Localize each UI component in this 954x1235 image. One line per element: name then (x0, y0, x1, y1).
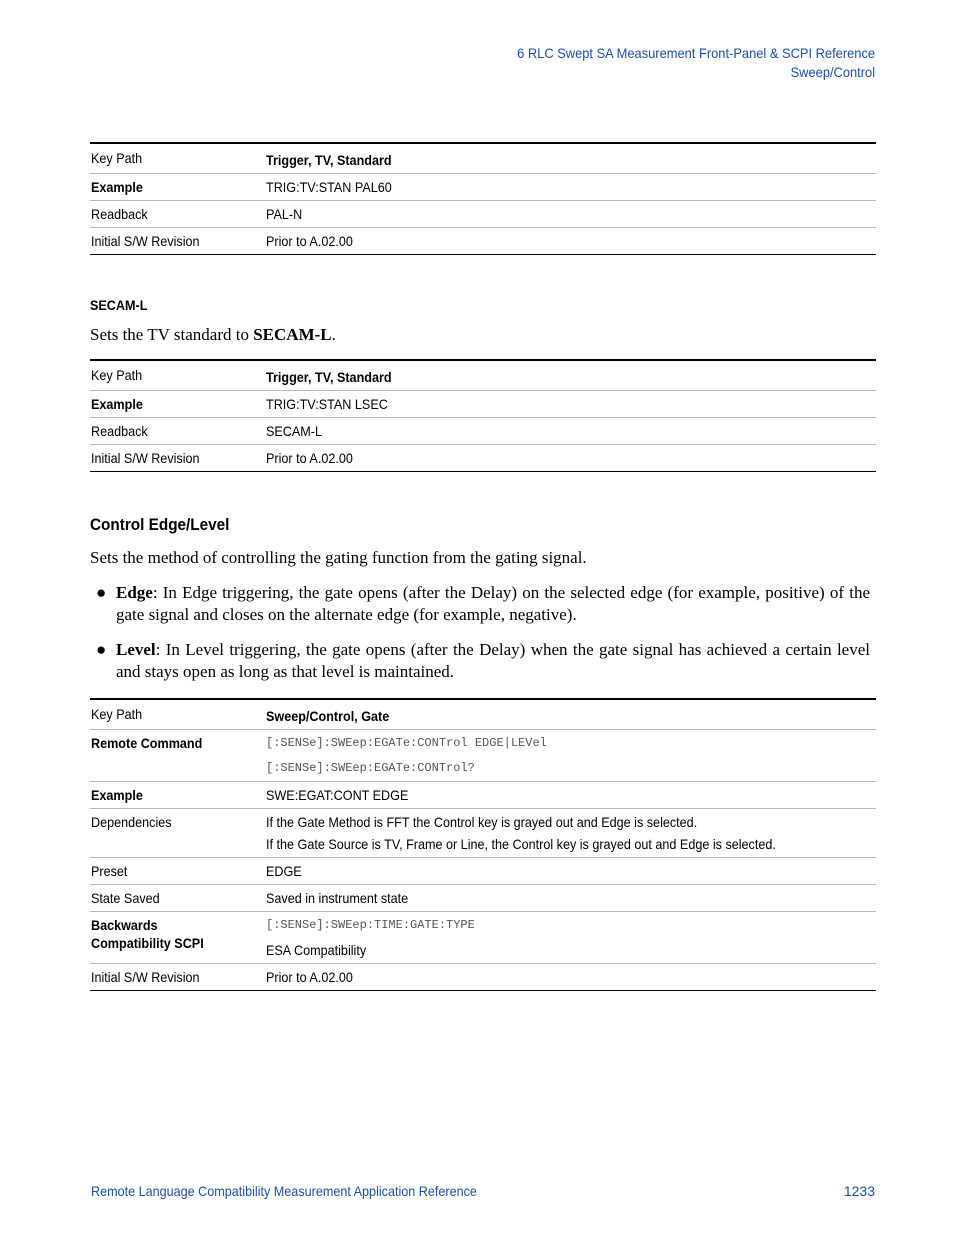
table-row (90, 730, 876, 782)
bullet-icon: ● (96, 583, 107, 602)
dependencies-label: Dependencies (91, 814, 172, 830)
state-saved-label: State Saved (91, 890, 160, 906)
dependency-fft: If the Gate Method is FFT the Control key is grayed out and Edge is selected. (266, 814, 698, 830)
example-label: Example (91, 787, 143, 803)
revision-value: Prior to A.02.00 (266, 969, 353, 985)
table-pal-n (90, 142, 876, 255)
table-row (90, 445, 876, 472)
example-value: TRIG:TV:STAN LSEC (266, 396, 388, 412)
key-path-value: Trigger, TV, Standard (266, 152, 392, 168)
table-row (90, 782, 876, 809)
example-label: Example (91, 396, 143, 412)
preset-value: EDGE (266, 863, 302, 879)
backwards-label: Backwards (91, 917, 158, 933)
key-path-label: Key Path (91, 150, 143, 166)
preset-label: Preset (91, 863, 128, 879)
list-item: ● Level: In Level triggering, the gate opens (after the Delay) when the gate signal has achieved a certain level and stays open as long as that level is maintained. (96, 640, 870, 681)
control-heading: Control Edge/Level (90, 515, 230, 534)
table-row (90, 174, 876, 201)
table-control-edge-level (90, 698, 876, 991)
table-row (90, 912, 876, 964)
control-intro: Sets the method of controlling the gating function from the gating signal. (90, 548, 587, 567)
example-label: Example (91, 179, 143, 195)
backwards-label-cont: Compatibility SCPI (91, 935, 204, 951)
section-title: Sweep/Control (790, 64, 875, 80)
revision-label: Initial S/W Revision (91, 450, 200, 466)
list-item: ● Edge: In Edge triggering, the gate opens (after the Delay) on the selected edge (for example, positive) of the gate signal and closes on the alternate edge (for example, negative). (96, 583, 870, 624)
table-row (90, 699, 876, 730)
table-row (90, 858, 876, 885)
page-footer (91, 1183, 875, 1199)
readback-value: PAL-N (266, 206, 303, 222)
revision-label: Initial S/W Revision (91, 969, 200, 985)
example-value: SWE:EGAT:CONT EDGE (266, 787, 409, 803)
table-row (90, 809, 876, 858)
dependency-source: If the Gate Source is TV, Frame or Line, the Control key is grayed out and Edge is selected. (266, 836, 776, 852)
remote-command-label: Remote Command (91, 735, 203, 751)
key-path-value: Sweep/Control, Gate (266, 708, 390, 724)
revision-value: Prior to A.02.00 (266, 233, 353, 249)
revision-value: Prior to A.02.00 (266, 450, 353, 466)
bullet-icon: ● (96, 640, 107, 659)
table-row (90, 201, 876, 228)
table-row (90, 418, 876, 445)
table-row (90, 885, 876, 912)
remote-command-query: [:SENSe]:SWEep:EGATe:CONTrol? (266, 761, 475, 775)
example-value: TRIG:TV:STAN PAL60 (266, 179, 392, 195)
page-number: 1233 (843, 1183, 875, 1199)
table-row (90, 391, 876, 418)
table-row (90, 360, 876, 391)
revision-label: Initial S/W Revision (91, 233, 200, 249)
remote-command-set: [:SENSe]:SWEep:EGATe:CONTrol EDGE|LEVel (266, 736, 547, 750)
key-path-value: Trigger, TV, Standard (266, 369, 392, 385)
footer-title: Remote Language Compatibility Measurement Application Reference (91, 1183, 477, 1199)
table-row (90, 228, 876, 255)
backwards-compat: ESA Compatibility (266, 942, 367, 958)
page-header (517, 44, 875, 82)
table-row (90, 143, 876, 174)
table-secam-l (90, 359, 876, 472)
secam-description: Sets the TV standard to SECAM-L. (90, 325, 336, 344)
readback-label: Readback (91, 206, 148, 222)
key-path-label: Key Path (91, 367, 143, 383)
readback-label: Readback (91, 423, 148, 439)
backwards-command: [:SENSe]:SWEep:TIME:GATE:TYPE (266, 918, 475, 932)
state-saved-value: Saved in instrument state (266, 890, 409, 906)
chapter-title: 6 RLC Swept SA Measurement Front-Panel & SCPI Reference (517, 45, 875, 61)
key-path-label: Key Path (91, 706, 143, 722)
table-row (90, 964, 876, 991)
readback-value: SECAM-L (266, 423, 323, 439)
secam-heading: SECAM-L (90, 297, 148, 313)
